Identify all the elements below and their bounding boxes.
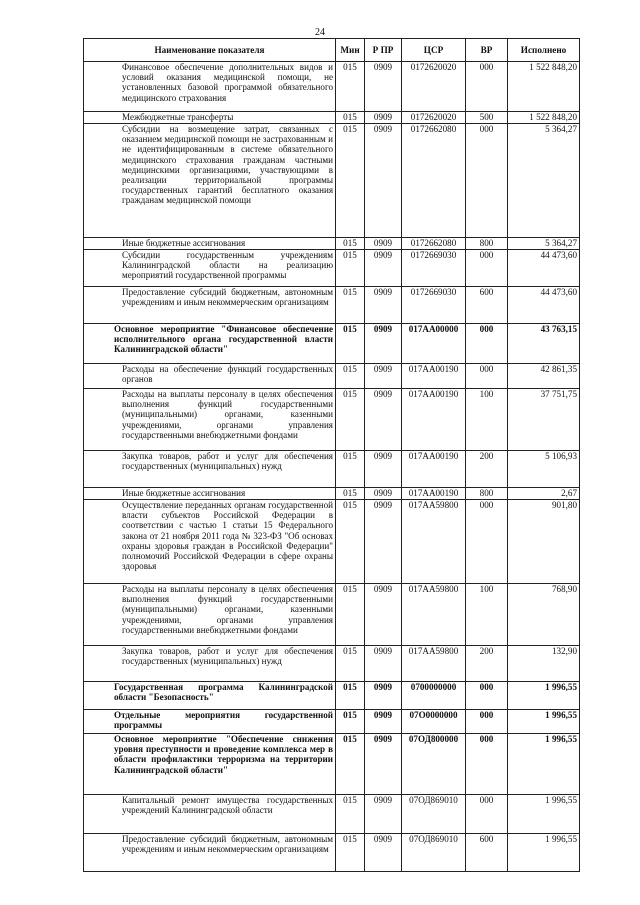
expense-type-code-cell: 800	[466, 238, 508, 250]
section-code-cell: 0909	[365, 389, 402, 451]
expense-type-code-cell: 100	[466, 584, 508, 646]
ministry-code-cell: 015	[336, 834, 365, 872]
table-row	[84, 324, 580, 364]
section-code-cell: 0909	[365, 287, 402, 324]
executed-amount-cell: 768,90	[508, 584, 580, 646]
indicator-name-text: Закупка товаров, работ и услуг для обеспечения государственных (муниципальных) нужд	[122, 646, 333, 667]
expense-type-code-cell: 000	[466, 124, 508, 238]
ministry-code-cell: 015	[336, 287, 365, 324]
table-row	[84, 584, 580, 646]
indicator-name-cell	[84, 795, 336, 834]
expense-type-code-cell: 200	[466, 646, 508, 682]
expense-type-code-cell: 800	[466, 488, 508, 500]
expense-type-code-cell: 100	[466, 389, 508, 451]
executed-amount-cell: 44 473,60	[508, 250, 580, 287]
indicator-name-cell	[84, 112, 336, 124]
expense-type-code-cell: 000	[466, 364, 508, 389]
section-code-cell: 0909	[365, 112, 402, 124]
table-row	[84, 500, 580, 584]
executed-amount-cell: 1 996,55	[508, 710, 580, 734]
table-row	[84, 834, 580, 872]
indicator-name-text: Государственная программа Калининградской области "Безопасность"	[114, 682, 333, 703]
indicator-name-text: Осуществление переданных органам государственной власти субъектов Российской Федерации в соответствии с частью 1 статьи 15 Федерального закона от 21 ноября 2011 года № 323-ФЗ "Об основах охраны здоровья граждан в Российской Федерации" полномочий Российской Федерации в сфере охраны здоровья	[122, 500, 333, 572]
table-row	[84, 451, 580, 488]
target-article-code-cell: 0172662080	[402, 238, 466, 250]
executed-amount-cell: 5 364,27	[508, 124, 580, 238]
table-row	[84, 682, 580, 710]
expense-type-code-cell: 000	[466, 62, 508, 112]
target-article-code-cell: 017АА00190	[402, 488, 466, 500]
section-code-cell: 0909	[365, 734, 402, 795]
expense-type-code-cell: 000	[466, 324, 508, 364]
indicator-name-text: Расходы на выплаты персоналу в целях обеспечения выполнения функций государственными (муниципальными) органами, казенными учреждениями, органами управления государственными внебюджетными фондами	[122, 389, 333, 440]
table-row	[84, 112, 580, 124]
expense-type-code-cell: 600	[466, 834, 508, 872]
indicator-name-text: Иные бюджетные ассигнования	[122, 488, 246, 498]
target-article-code-cell: 07О0000000	[402, 710, 466, 734]
expense-type-code-cell: 000	[466, 710, 508, 734]
expense-type-code-cell: 600	[466, 287, 508, 324]
executed-amount-cell: 901,80	[508, 500, 580, 584]
ministry-code-cell: 015	[336, 710, 365, 734]
expense-type-code-cell: 000	[466, 250, 508, 287]
executed-amount-cell: 43 763,15	[508, 324, 580, 364]
indicator-name-cell	[84, 389, 336, 451]
section-code-cell: 0909	[365, 364, 402, 389]
expense-type-code-cell: 000	[466, 795, 508, 834]
expense-type-code-cell: 000	[466, 734, 508, 795]
expense-type-code-cell: 500	[466, 112, 508, 124]
ministry-code-cell: 015	[336, 238, 365, 250]
executed-amount-cell: 44 473,60	[508, 287, 580, 324]
section-code-cell: 0909	[365, 500, 402, 584]
table-row	[84, 389, 580, 451]
indicator-name-cell	[84, 646, 336, 682]
table-row	[84, 238, 580, 250]
ministry-code-cell: 015	[336, 250, 365, 287]
indicator-name-text: Предоставление субсидий бюджетным, автономным учреждениям и иным некоммерческим организациям	[122, 287, 333, 308]
indicator-name-cell	[84, 324, 336, 364]
target-article-code-cell: 017АА59800	[402, 646, 466, 682]
section-code-cell: 0909	[365, 834, 402, 872]
executed-amount-cell: 1 522 848,20	[508, 112, 580, 124]
indicator-name-text: Иные бюджетные ассигнования	[122, 238, 246, 248]
ministry-code-cell: 015	[336, 734, 365, 795]
column-header-name: Наименование показателя	[84, 39, 336, 62]
executed-amount-cell: 2,67	[508, 488, 580, 500]
target-article-code-cell: 0172669030	[402, 250, 466, 287]
table-body	[84, 62, 580, 872]
target-article-code-cell: 07ОД800000	[402, 734, 466, 795]
executed-amount-cell: 1 996,55	[508, 795, 580, 834]
table-row	[84, 250, 580, 287]
executed-amount-cell: 5 106,93	[508, 451, 580, 488]
executed-amount-cell: 132,90	[508, 646, 580, 682]
ministry-code-cell: 015	[336, 324, 365, 364]
table-row	[84, 124, 580, 238]
indicator-name-cell	[84, 682, 336, 710]
ministry-code-cell: 015	[336, 500, 365, 584]
ministry-code-cell: 015	[336, 795, 365, 834]
target-article-code-cell: 07ОД869010	[402, 795, 466, 834]
target-article-code-cell: 07ОД869010	[402, 834, 466, 872]
section-code-cell: 0909	[365, 488, 402, 500]
indicator-name-cell	[84, 124, 336, 238]
column-header-csr: ЦСР	[402, 39, 466, 62]
column-header-min: Мин	[336, 39, 365, 62]
column-header-rpr: Р ПР	[365, 39, 402, 62]
column-header-executed: Исполнено	[508, 39, 580, 62]
indicator-name-cell	[84, 584, 336, 646]
table-row	[84, 364, 580, 389]
ministry-code-cell: 015	[336, 389, 365, 451]
column-header-vr: ВР	[466, 39, 508, 62]
table-row	[84, 734, 580, 795]
target-article-code-cell: 0172662080	[402, 124, 466, 238]
indicator-name-text: Закупка товаров, работ и услуг для обеспечения государственных (муниципальных) нужд	[122, 451, 333, 472]
table-row	[84, 795, 580, 834]
ministry-code-cell: 015	[336, 364, 365, 389]
section-code-cell: 0909	[365, 124, 402, 238]
indicator-name-cell	[84, 488, 336, 500]
executed-amount-cell: 1 996,55	[508, 834, 580, 872]
indicator-name-text: Расходы на выплаты персоналу в целях обеспечения выполнения функций государственными (муниципальными) органами, казенными учреждениями, органами управления государственными внебюджетными фондами	[122, 584, 333, 635]
ministry-code-cell: 015	[336, 488, 365, 500]
executed-amount-cell: 5 364,27	[508, 238, 580, 250]
indicator-name-text: Основное мероприятие "Обеспечение снижения уровня преступности и проведение комплекса мер в области профилактики терроризма на территории Калининградской области"	[114, 734, 333, 775]
table-row	[84, 646, 580, 682]
indicator-name-cell	[84, 710, 336, 734]
section-code-cell: 0909	[365, 584, 402, 646]
page-number: 24	[315, 27, 325, 38]
section-code-cell: 0909	[365, 646, 402, 682]
section-code-cell: 0909	[365, 795, 402, 834]
ministry-code-cell: 015	[336, 62, 365, 112]
target-article-code-cell: 017АА59800	[402, 500, 466, 584]
indicator-name-text: Финансовое обеспечение дополнительных видов и условий оказания медицинской помощи, не установленных базовой программой обязательного медицинского страхования	[122, 62, 333, 103]
table-row	[84, 62, 580, 112]
ministry-code-cell: 015	[336, 112, 365, 124]
indicator-name-cell	[84, 287, 336, 324]
indicator-name-cell	[84, 250, 336, 287]
indicator-name-cell	[84, 734, 336, 795]
indicator-name-cell	[84, 451, 336, 488]
indicator-name-text: Субсидии государственным учреждениям Калининградской области на реализацию мероприятий государственной программы	[122, 250, 333, 281]
section-code-cell: 0909	[365, 238, 402, 250]
table-row	[84, 710, 580, 734]
indicator-name-cell	[84, 62, 336, 112]
indicator-name-text: Расходы на обеспечение функций государственных органов	[122, 364, 333, 385]
budget-execution-table	[83, 38, 580, 872]
expense-type-code-cell: 200	[466, 451, 508, 488]
table-row	[84, 287, 580, 324]
target-article-code-cell: 0172669030	[402, 287, 466, 324]
indicator-name-cell	[84, 500, 336, 584]
executed-amount-cell: 1 996,55	[508, 734, 580, 795]
target-article-code-cell: 017АА59800	[402, 584, 466, 646]
indicator-name-text: Субсидии на возмещение затрат, связанных с оказанием медицинской помощи не застрахованным и не идентифицированным в системе обязательного медицинского страхования гражданам частными медицинскими организациями, участвующими в реализации территориальной программы государственных гарантий бесплатного оказания гражданам медицинской помощи	[122, 124, 333, 206]
executed-amount-cell: 42 861,35	[508, 364, 580, 389]
target-article-code-cell: 017АА00190	[402, 364, 466, 389]
target-article-code-cell: 017АА00000	[402, 324, 466, 364]
target-article-code-cell: 017АА00190	[402, 451, 466, 488]
table-header-row	[84, 39, 580, 62]
executed-amount-cell: 1 522 848,20	[508, 62, 580, 112]
target-article-code-cell: 0172620020	[402, 62, 466, 112]
target-article-code-cell: 0700000000	[402, 682, 466, 710]
section-code-cell: 0909	[365, 710, 402, 734]
executed-amount-cell: 1 996,55	[508, 682, 580, 710]
indicator-name-text: Предоставление субсидий бюджетным, автономным учреждениям и иным некоммерческим организациям	[122, 834, 333, 855]
indicator-name-text: Межбюджетные трансферты	[122, 112, 234, 122]
ministry-code-cell: 015	[336, 124, 365, 238]
ministry-code-cell: 015	[336, 682, 365, 710]
expense-type-code-cell: 000	[466, 682, 508, 710]
target-article-code-cell: 0172620020	[402, 112, 466, 124]
indicator-name-cell	[84, 834, 336, 872]
section-code-cell: 0909	[365, 250, 402, 287]
section-code-cell: 0909	[365, 62, 402, 112]
section-code-cell: 0909	[365, 324, 402, 364]
section-code-cell: 0909	[365, 451, 402, 488]
indicator-name-cell	[84, 238, 336, 250]
executed-amount-cell: 37 751,75	[508, 389, 580, 451]
table-row	[84, 488, 580, 500]
ministry-code-cell: 015	[336, 451, 365, 488]
expense-type-code-cell: 000	[466, 500, 508, 584]
indicator-name-text: Отдельные мероприятия государственной программы	[114, 710, 333, 731]
ministry-code-cell: 015	[336, 584, 365, 646]
section-code-cell: 0909	[365, 682, 402, 710]
indicator-name-cell	[84, 364, 336, 389]
indicator-name-text: Основное мероприятие "Финансовое обеспечение исполнительного органа государственной власти Калининградской области"	[114, 324, 333, 355]
ministry-code-cell: 015	[336, 646, 365, 682]
target-article-code-cell: 017АА00190	[402, 389, 466, 451]
indicator-name-text: Капитальный ремонт имущества государственных учреждений Калининградской области	[122, 795, 333, 816]
